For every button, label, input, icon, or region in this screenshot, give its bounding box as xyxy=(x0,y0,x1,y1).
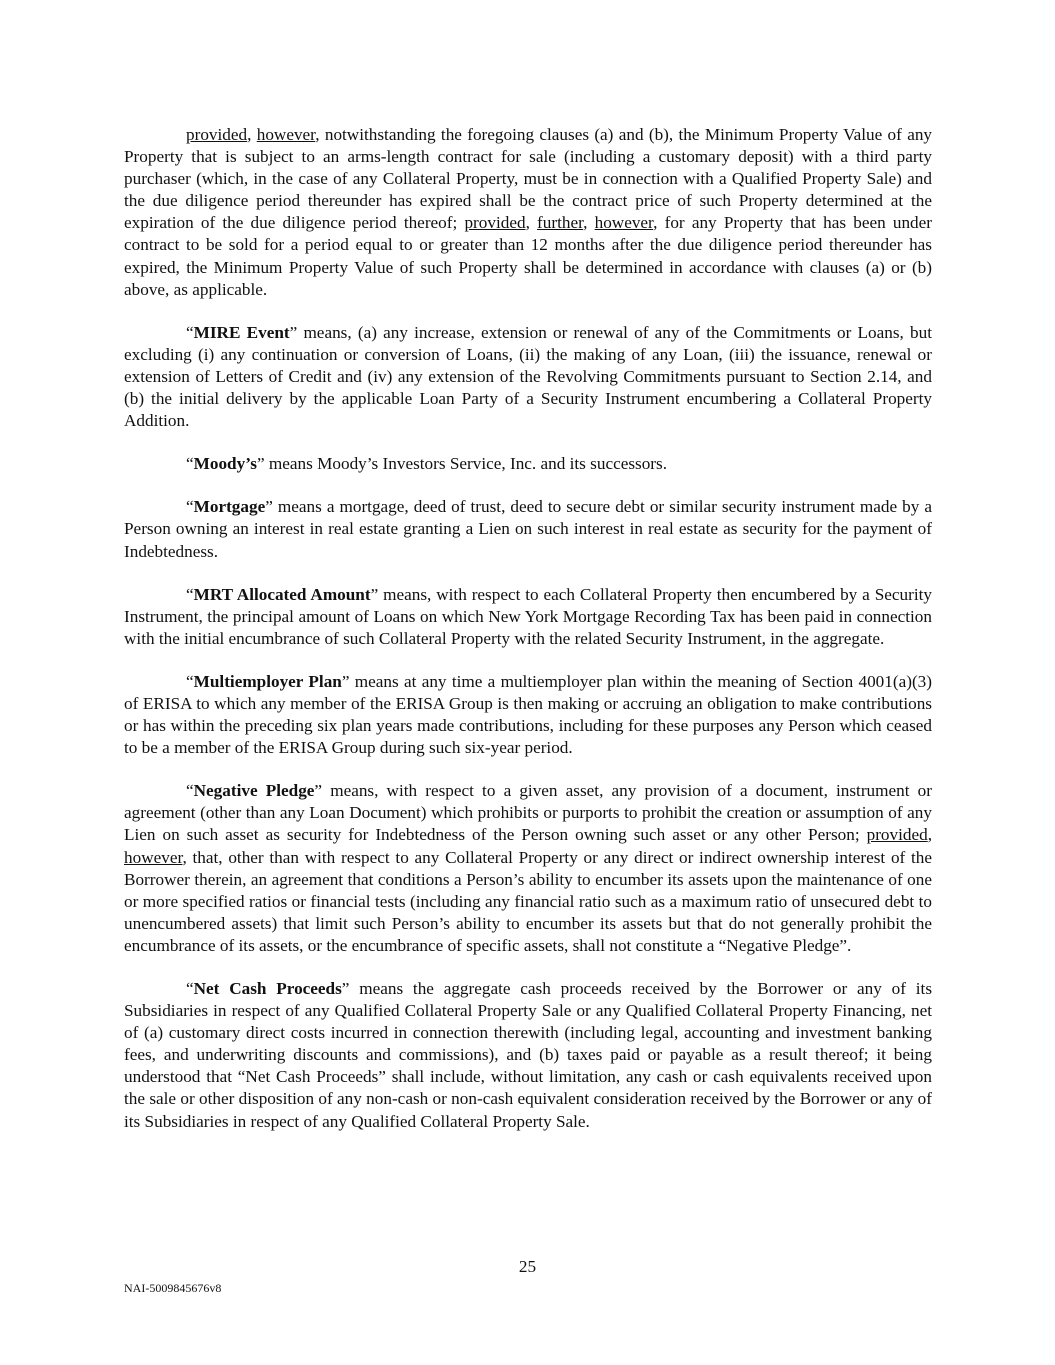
open-quote: “ xyxy=(186,584,194,604)
underlined-term: provided xyxy=(186,125,248,144)
page-number: 25 xyxy=(518,1257,537,1276)
defined-term: MRT Allocated Amount xyxy=(193,584,371,604)
defined-term: Negative Pledge xyxy=(193,781,315,801)
open-quote: “ xyxy=(186,322,194,342)
definition-text: ” means a mortgage, deed of trust, deed to secure debt or similar security instrument made by a Person owning an interest in real estate granting a Lien on such interest in real estate as security for the payment of Indebtedness. xyxy=(124,497,932,561)
definition-text: ” means at any time a multiemployer plan within the meaning of Section 4001(a)(3) of ERISA to which any member of the ERISA Group is then making or accruing an obligation to make contributions or has within the preceding six plan years made contributions, including for these purposes any Person which ceased to be a member of the ERISA Group during such six-year period. xyxy=(124,671,932,758)
underlined-term: provided xyxy=(866,825,928,845)
paragraph-minimum-property-value-proviso xyxy=(124,124,932,301)
definition-negative-pledge xyxy=(124,780,932,957)
definition-mortgage xyxy=(124,496,932,562)
definition-text: ” means, with respect to a given asset, any provision of a document, instrument or agreement (other than any Loan Document) which prohibits or purports to prohibit the creation or assumption of any Lien on such asset as security for Indebtedness of the Person owning such asset or any other Person; xyxy=(124,781,932,845)
underlined-term: however xyxy=(124,847,183,867)
defined-term: Moody’s xyxy=(193,454,257,474)
definition-text: ” means Moody’s Investors Service, Inc. and its successors. xyxy=(256,454,668,474)
underlined-term: further xyxy=(537,213,584,233)
underlined-term: provided xyxy=(464,213,526,233)
document-body xyxy=(124,124,932,1154)
definition-moodys xyxy=(124,453,932,475)
defined-term: Mortgage xyxy=(193,497,266,517)
underlined-term: however xyxy=(594,213,654,233)
open-quote: “ xyxy=(186,781,194,801)
definition-mire-event xyxy=(124,322,932,432)
underlined-term: however xyxy=(256,125,316,144)
defined-term: Multiemployer Plan xyxy=(193,671,342,691)
definition-mrt-allocated-amount xyxy=(124,584,932,650)
open-quote: “ xyxy=(186,671,194,691)
paragraph-text: , xyxy=(525,213,538,233)
paragraph-text: , notwithstanding the foregoing clauses (a) and (b), the Minimum Property Value of any Property that is subject to an arms-length contract for sale (including a customary deposit) with a third party purchaser (which, in the case of any Collateral Property, must be in connection with a Qualified Property Sale) and the due diligence period thereunder has expired shall be the contract price of such Property determined at the expiration of the due diligence period thereof; xyxy=(124,125,933,233)
open-quote: “ xyxy=(186,979,194,998)
paragraph-text: , xyxy=(583,213,595,233)
definition-net-cash-proceeds xyxy=(124,978,932,1133)
paragraph-text: , for any Property that has been under contract to be sold for a period equal to or greater than 12 months after the due diligence period thereunder has expired, the Minimum Property Value of such Property shall be determined in accordance with clauses (a) or (b) above, as applicable. xyxy=(124,213,933,299)
defined-term: Net Cash Proceeds xyxy=(193,979,342,998)
definition-multiemployer-plan xyxy=(124,671,932,759)
definition-text: ” means, with respect to each Collateral Property then encumbered by a Security Instrument, the principal amount of Loans on which New York Mortgage Recording Tax has been paid in connection with the initial encumbrance of such Collateral Property with the related Security Instrument, in the aggregate. xyxy=(124,584,932,648)
open-quote: “ xyxy=(186,454,194,474)
definition-text: ” means the aggregate cash proceeds received by the Borrower or any of its Subsidiaries in respect of any Qualified Collateral Property Sale or any Qualified Collateral Property Financing, net of (a) customary direct costs incurred in connection therewith (including legal, accounting and investment banking fees, and underwriting discounts and commissions), and (b) taxes paid or payable as a result thereof; it being understood that “Net Cash Proceeds” shall include, without limitation, any cash or cash equivalents received upon the sale or other disposition of any non-cash or non-cash equivalent consideration received by the Borrower or any of its Subsidiaries in respect of any Qualified Collateral Property Sale. xyxy=(124,979,933,1131)
defined-term: MIRE Event xyxy=(193,322,290,342)
definition-text: , xyxy=(927,825,932,845)
definition-text: ” means, (a) any increase, extension or renewal of any of the Commitments or Loans, but excluding (i) any continuation or conversion of Loans, (ii) the making of any Loan, (iii) the issuance, renewal or extension of Letters of Credit and (iv) any extension of the Revolving Commitments pursuant to Section 2.14, and (b) the initial delivery by the applicable Loan Party of a Security Instrument encumbering a Collateral Property Addition. xyxy=(124,322,932,431)
open-quote: “ xyxy=(186,497,194,517)
document-id: NAI-5009845676v8 xyxy=(124,1281,222,1295)
paragraph-text: , xyxy=(247,125,257,144)
definition-text: , that, other than with respect to any Collateral Property or any direct or indirect ownership interest of the Borrower therein, an agreement that conditions a Person’s ability to encumber its assets upon the maintenance of one or more specified ratios or financial tests (including any financial ratio such as a maximum ratio of unsecured debt to unencumbered assets) that limit such Person’s ability to encumber its assets but that do not generally prohibit the encumbrance of its assets, or the encumbrance of specific assets, shall not constitute a “Negative Pledge”. xyxy=(124,847,932,955)
